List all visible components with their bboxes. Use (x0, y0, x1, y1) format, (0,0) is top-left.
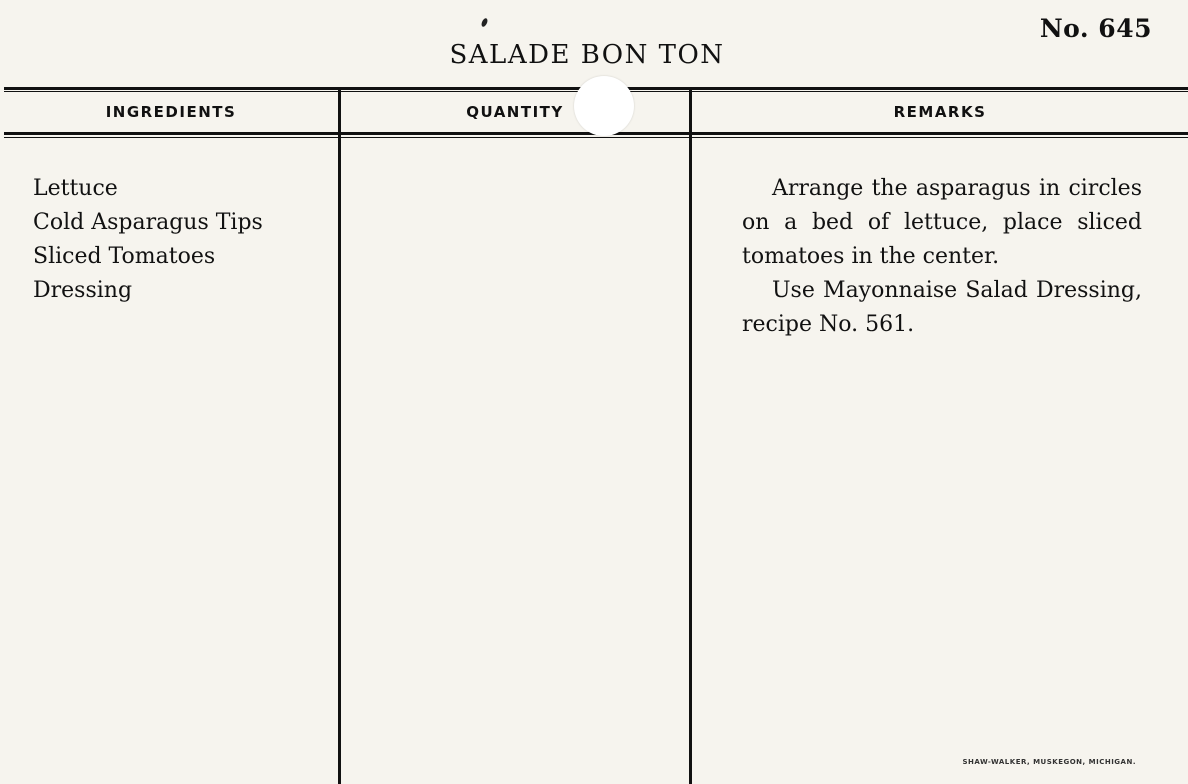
column-header-ingredients: INGREDIENTS (105, 103, 237, 121)
remarks-paragraph: Arrange the asparagus in circles on a bed of lettuce, place sliced tomatoes in the center. (742, 176, 1142, 269)
printer-imprint: SHAW-WALKER, MUSKEGON, MICHIGAN. (962, 758, 1136, 766)
column-header-quantity: QUANTITY (466, 103, 564, 121)
ingredient-item: Cold Asparagus Tips (33, 210, 263, 235)
remarks-text (742, 172, 1142, 342)
column-divider-left (338, 89, 341, 784)
recipe-title: SALADE BON TON (449, 40, 725, 70)
ingredient-item: Dressing (33, 278, 133, 303)
recipe-number: No. 645 (1039, 14, 1152, 43)
column-divider-right (689, 89, 692, 784)
header-bottom-rule-thin (4, 137, 1188, 138)
column-header-remarks: REMARKS (893, 103, 987, 121)
ingredient-item: Lettuce (33, 176, 118, 201)
ingredient-item: Sliced Tomatoes (33, 244, 216, 269)
remarks-paragraph: Use Mayonnaise Salad Dressing, recipe No. 561. (742, 278, 1142, 337)
ink-speck (480, 17, 488, 27)
punch-hole (574, 76, 634, 136)
ingredients-list (33, 172, 263, 308)
